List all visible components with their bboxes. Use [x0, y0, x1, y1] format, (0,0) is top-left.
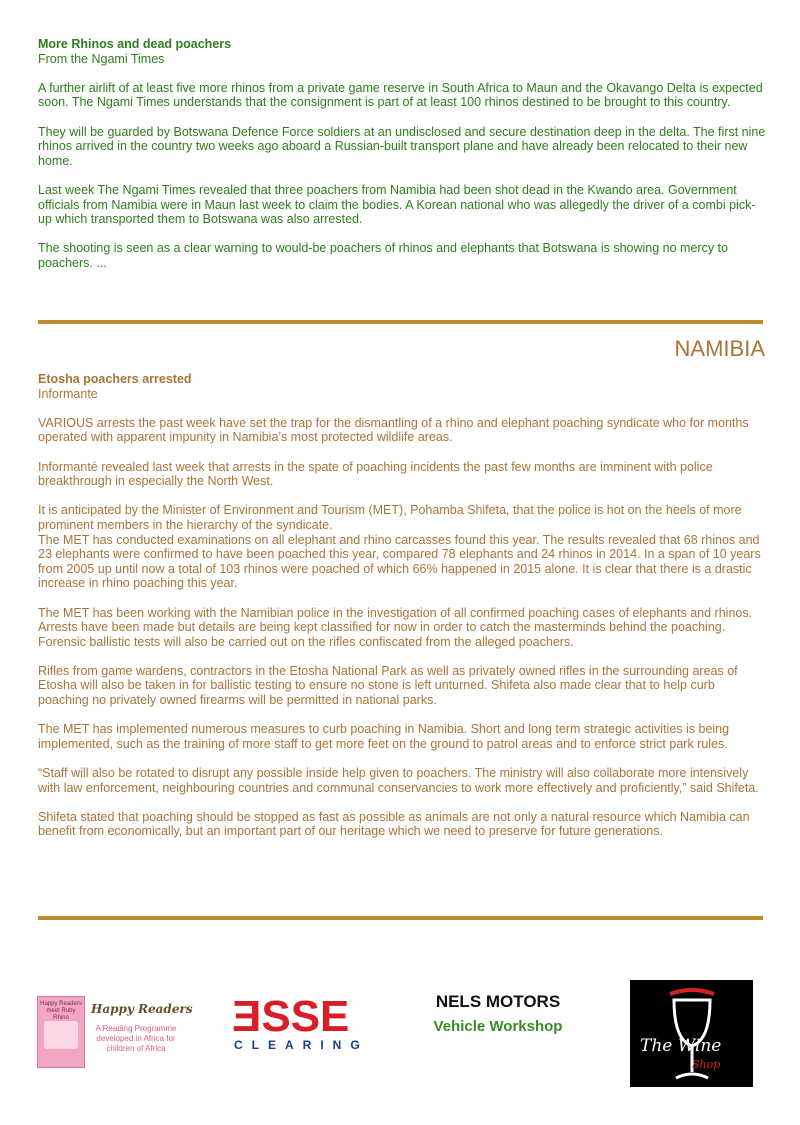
article-paragraph: Informanté revealed last week that arrests in the spate of poaching incidents the past few months are imminent with police breakthrough in especially the North West. [38, 459, 713, 489]
section-divider [38, 320, 763, 324]
article-paragraph: The MET has been working with the Namibian police in the investigation of all confirmed poaching cases of elephants and rhinos. Arrests have been made but details are being kept classified for now in order to catch the masterminds behind the poaching. Forensic ballistic tests will also be carried out on the rifles confiscated from the alleged poachers. [38, 605, 753, 649]
wine-shop-name: The Wine [640, 1036, 722, 1056]
happy-readers-tagline: A Reading Programme developed in Africa for children of Africa [95, 1024, 177, 1053]
article-paragraph: Last week The Ngami Times revealed that three poachers from Namibia had been shot dead in the Kwando area. Government officials from Namibia were in Maun last week to claim the bodies. A Korean national who was allegedly the driver of a combi pick-up which transported them to Botswana was also arrested. [38, 182, 756, 227]
article-paragraph: “Staff will also be rotated to disrupt any possible inside help given to poachers. The ministry will also collaborate more intensively with law enforcement, neighbouring countries and communal conservancies to work more effectively and proficiently,” said Shifeta. [38, 766, 759, 795]
section-divider [38, 916, 763, 920]
country-heading: NAMIBIA [674, 336, 765, 361]
wine-shop-sub: Shop [692, 1058, 721, 1071]
article-botswana [38, 37, 766, 285]
article-paragraph: A further airlift of at least five more rhinos from a private game reserve in South Africa to Maun and the Okavango Delta is expected soon. The Ngami Times understands that the consignment is part of at least 100 rhinos destined to be brought to this country. [38, 80, 763, 110]
article-paragraph: The MET has implemented numerous measures to curb poaching in Namibia. Short and long term strategic activities is being implemented, such as the training of more staff to get more feet on the ground to patrol areas and to enforce strict park rules. [38, 722, 730, 751]
nels-motors-logo[interactable] [428, 992, 568, 1062]
esse-clearing-logo[interactable] [228, 994, 378, 1054]
esse-wordmark: ƎSSE [232, 992, 350, 1041]
wine-shop-logo[interactable] [630, 980, 753, 1087]
happy-readers-logo[interactable] [37, 996, 193, 1068]
article-source: Informante [38, 386, 98, 401]
book-title: Happy Readers meet Ruby Rhino [40, 1001, 82, 1021]
nels-motors-subtitle: Vehicle Workshop [433, 1018, 563, 1035]
article-paragraph: They will be guarded by Botswana Defence Force soldiers at an undisclosed and secure destination deep in the delta. The first nine rhinos arrived in the country two weeks ago aboard a Russian-built transport plane and have already been relocated to their new home. [38, 124, 766, 168]
article-source: From the Ngami Times [38, 51, 165, 66]
rhino-illustration-icon [44, 1021, 78, 1049]
article-headline: More Rhinos and dead poachers [38, 37, 232, 51]
sponsor-logos [0, 980, 800, 1090]
esse-subtitle: CLEARING [234, 1038, 369, 1052]
article-paragraph: VARIOUS arrests the past week have set the trap for the dismantling of a rhino and elephant poaching syndicate who for months operated with apparent impunity in Namibia’s most protected wildlife areas. [38, 415, 749, 445]
article-headline: Etosha poachers arrested [38, 372, 192, 386]
article-paragraph: It is anticipated by the Minister of Environment and Tourism (MET), Pohamba Shifeta, that the police is hot on the heels of more prominent members in the hierarchy of the syndicate. The MET has conducted examinations on all elephant and rhino carcasses found this year. The results revealed that 68 rhinos and 23 elephants were confirmed to have been poached this year, compared 78 elephants and 24 rhinos in 2014. In a span of 10 years from 2005 up until now a total of 103 rhinos were poached of which 66% happened in 2015 alone. It is clear that there is a drastic increase in rhino poaching this year. [38, 503, 761, 591]
article-namibia [38, 372, 766, 854]
article-paragraph: The shooting is seen as a clear warning to would-be poachers of rhinos and elephants that Botswana is showing no mercy to poachers. ... [38, 241, 728, 270]
happy-readers-name: Happy Readers [91, 1002, 193, 1016]
book-cover-image [37, 996, 85, 1068]
article-paragraph: Shifeta stated that poaching should be stopped as fast as possible as animals are not only a natural resource which Namibia can benefit from economically, but an important part of our heritage which we need to preserve for future generations. [38, 809, 750, 839]
nels-motors-name: NELS MOTORS [435, 992, 561, 1011]
article-paragraph: Rifles from game wardens, contractors in the Etosha National Park as well as privately owned rifles in the surrounding areas of Etosha will also be taken in for ballistic testing to ensure no stone is left unturned. Shifeta also made clear that to help curb poaching no privately owned firearms will be permitted in national parks. [38, 663, 738, 708]
